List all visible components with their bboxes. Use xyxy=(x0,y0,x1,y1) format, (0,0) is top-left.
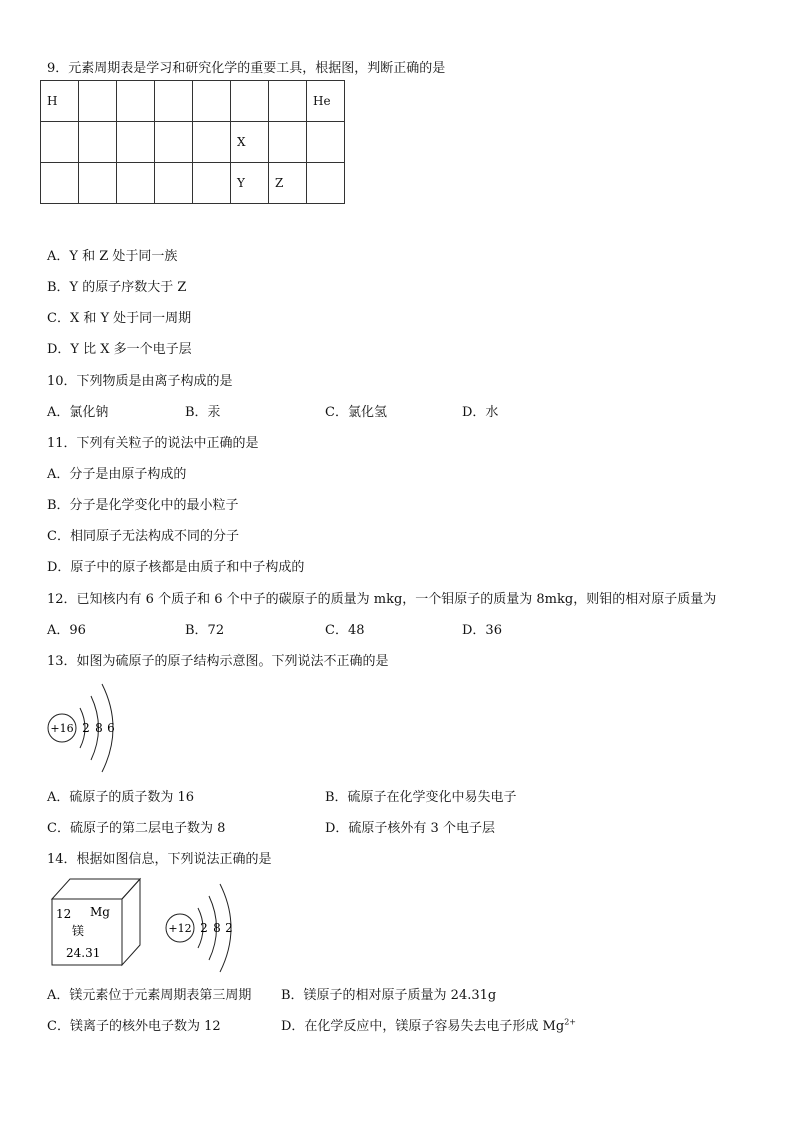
magnesium-element-cube xyxy=(50,877,146,967)
sulfur-atom-diagram xyxy=(44,680,134,776)
q9-stem: 9．元素周期表是学习和研究化学的重要工具，根据图，判断正确的是 xyxy=(47,61,446,76)
magnesium-atom-diagram xyxy=(162,880,252,976)
option: A．96 xyxy=(47,623,86,638)
cell xyxy=(41,122,79,163)
shell-electrons: 2 xyxy=(200,921,208,935)
cell xyxy=(231,81,269,122)
element-symbol: Mg xyxy=(90,905,110,919)
option: B．Y 的原子序数大于 Z xyxy=(47,280,187,295)
option: B．72 xyxy=(185,623,225,638)
cell xyxy=(79,122,117,163)
cell: He xyxy=(307,81,345,122)
option: D．Y 比 X 多一个电子层 xyxy=(47,342,192,357)
option: C．镁离子的核外电子数为 12 xyxy=(47,1019,221,1034)
cell xyxy=(117,81,155,122)
cell xyxy=(193,163,231,204)
shell-electrons: 2 xyxy=(225,921,233,935)
shell-electrons: 2 xyxy=(82,721,90,735)
cell: Z xyxy=(269,163,307,204)
ion-charge: 2+ xyxy=(564,1017,576,1027)
shell-electrons: 8 xyxy=(213,921,221,935)
option: D．在化学反应中，镁原子容易失去电子形成 Mg xyxy=(281,1019,565,1034)
cell: X xyxy=(231,122,269,163)
cell xyxy=(307,122,345,163)
option: B．镁原子的相对原子质量为 24.31g xyxy=(281,988,497,1003)
cell xyxy=(117,163,155,204)
option: C．相同原子无法构成不同的分子 xyxy=(47,529,239,544)
option: A．镁元素位于元素周期表第三周期 xyxy=(47,988,252,1003)
cell xyxy=(193,81,231,122)
atomic-number: 12 xyxy=(56,907,72,921)
nucleus-label: +12 xyxy=(168,922,192,935)
cell xyxy=(269,81,307,122)
cell xyxy=(117,122,155,163)
option: D．36 xyxy=(462,623,502,638)
cell: Y xyxy=(231,163,269,204)
atomic-mass: 24.31 xyxy=(66,946,101,960)
shell-electrons: 6 xyxy=(107,721,115,735)
cell xyxy=(155,163,193,204)
cell xyxy=(155,122,193,163)
option: B．分子是化学变化中的最小粒子 xyxy=(47,498,239,513)
option: C．48 xyxy=(325,623,365,638)
option: C．氯化氢 xyxy=(325,405,387,420)
option: B．汞 xyxy=(185,405,221,420)
q12-stem: 12．已知核内有 6 个质子和 6 个中子的碳原子的质量为 mkg，一个钼原子的质量为 8mkg，则钼的相对原子质量为 xyxy=(47,592,717,607)
q13-stem: 13．如图为硫原子的原子结构示意图。下列说法不正确的是 xyxy=(47,654,389,669)
periodic-table-fragment xyxy=(40,80,345,204)
shell-electrons: 8 xyxy=(95,721,103,735)
element-name: 镁 xyxy=(72,924,85,938)
cell xyxy=(79,163,117,204)
q11-stem: 11．下列有关粒子的说法中正确的是 xyxy=(47,436,259,451)
option: B．硫原子在化学变化中易失电子 xyxy=(325,790,517,805)
cell xyxy=(79,81,117,122)
option: D．水 xyxy=(462,405,499,420)
cell xyxy=(41,163,79,204)
cell xyxy=(155,81,193,122)
option: D．硫原子核外有 3 个电子层 xyxy=(325,821,495,836)
option: C．硫原子的第二层电子数为 8 xyxy=(47,821,226,836)
q14-stem: 14．根据如图信息，下列说法正确的是 xyxy=(47,852,272,867)
option: D．原子中的原子核都是由质子和中子构成的 xyxy=(47,560,305,575)
cell: H xyxy=(41,81,79,122)
cell xyxy=(193,122,231,163)
option: A．Y 和 Z 处于同一族 xyxy=(47,249,178,264)
cell xyxy=(307,163,345,204)
nucleus-label: +16 xyxy=(50,722,74,735)
q10-stem: 10．下列物质是由离子构成的是 xyxy=(47,374,233,389)
option: A．硫原子的质子数为 16 xyxy=(47,790,195,805)
option: A．氯化钠 xyxy=(47,405,109,420)
option-with-ion xyxy=(281,1015,576,1034)
cell xyxy=(269,122,307,163)
option: A．分子是由原子构成的 xyxy=(47,467,187,482)
option: C．X 和 Y 处于同一周期 xyxy=(47,311,192,326)
